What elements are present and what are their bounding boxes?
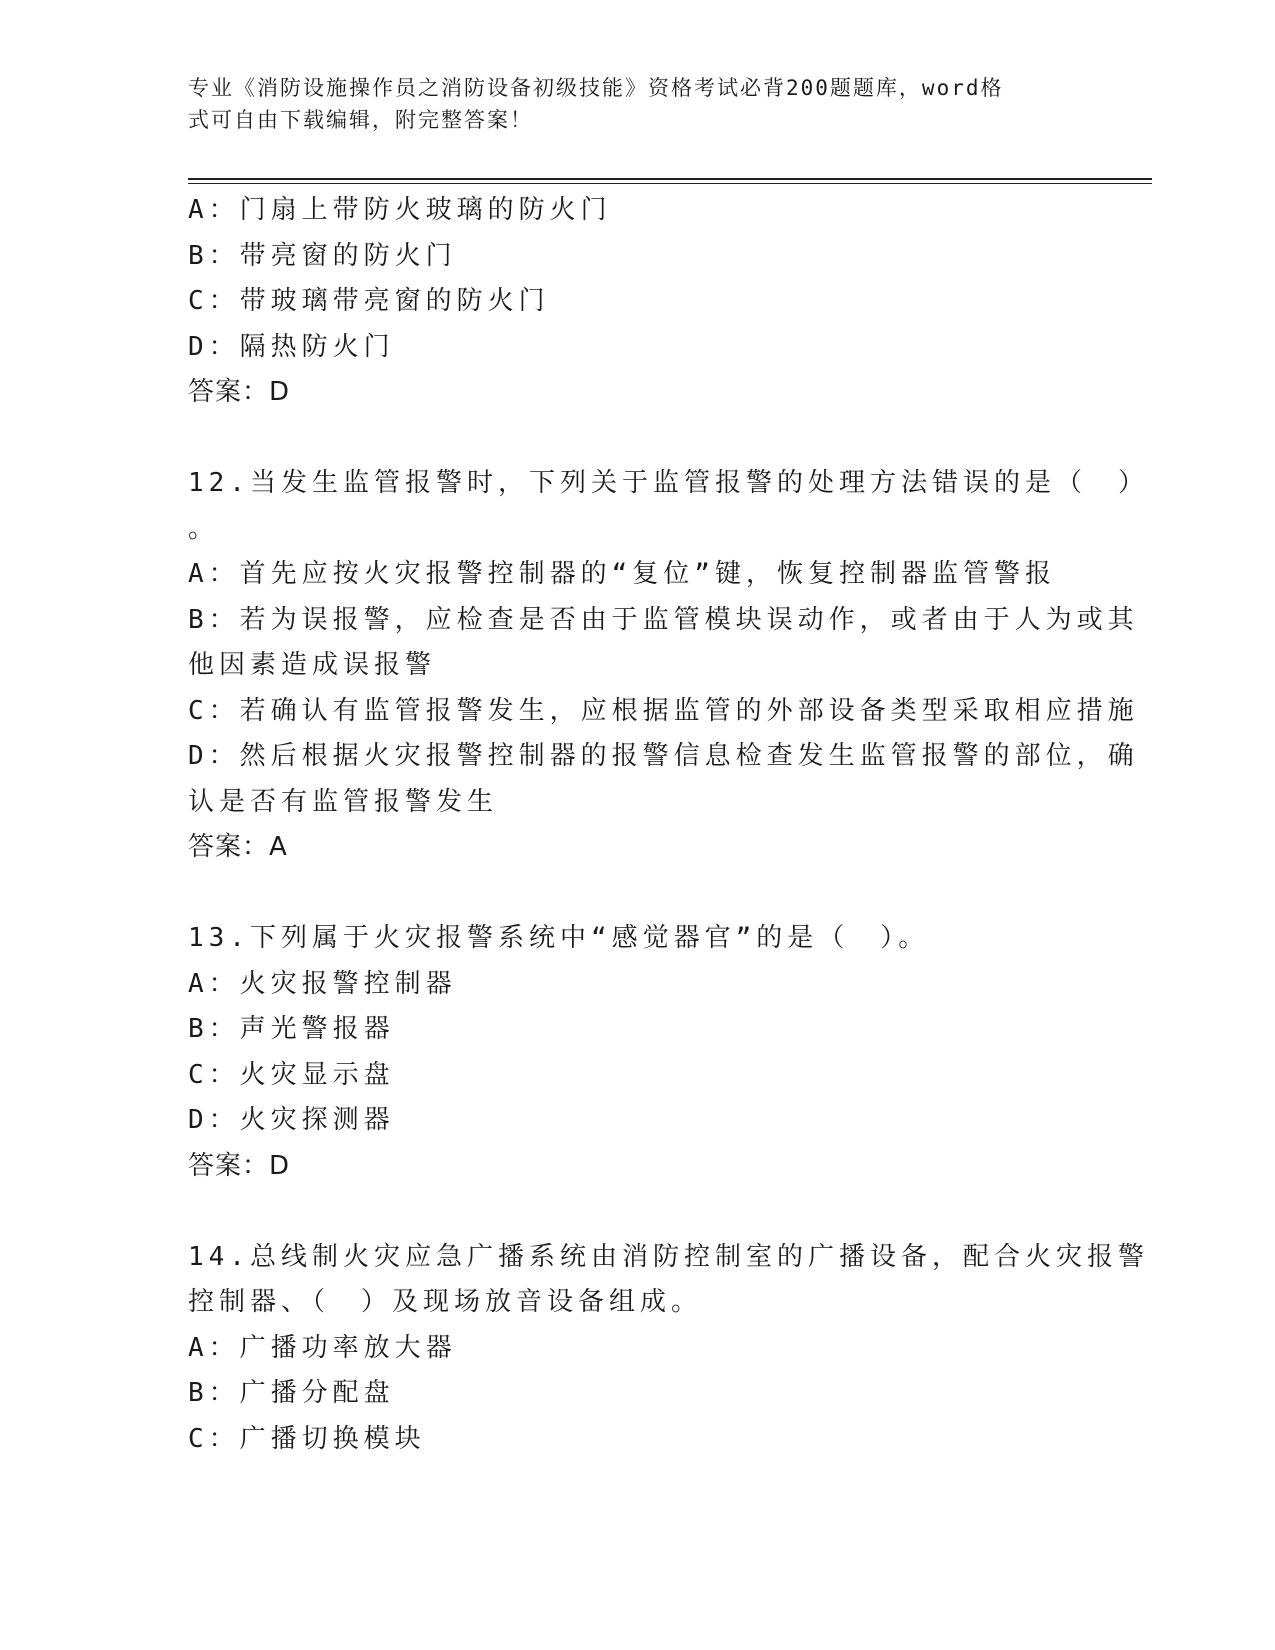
question-11-tail	[188, 188, 1088, 416]
option-a: A：首先应按火灾报警控制器的“复位”键，恢复控制器监管警报	[188, 559, 1056, 589]
answer: 答案：D	[188, 377, 291, 407]
spacer	[188, 416, 1088, 462]
option-b: B：声光警报器	[188, 1014, 395, 1044]
option-a: A：门扇上带防火玻璃的防火门	[188, 195, 612, 225]
question-stem-continued: 控制器、（ ）及现场放音设备组成。	[188, 1287, 703, 1317]
answer: 答案：A	[188, 832, 288, 862]
option-c: C：广播切换模块	[188, 1423, 426, 1454]
option-c: C：带玻璃带亮窗的防火门	[188, 286, 550, 316]
spacer	[188, 1189, 1088, 1235]
option-b: B：广播分配盘	[188, 1378, 395, 1408]
header-line-1: 专业《消防设施操作员之消防设备初级技能》资格考试必背200题题库，word格	[188, 76, 1004, 100]
option-b: B：带亮窗的防火门	[188, 240, 457, 271]
answer: 答案：D	[188, 1150, 291, 1181]
question-13	[188, 916, 1088, 1189]
question-stem: 14.总线制火灾应急广播系统由消防控制室的广播设备，配合火灾报警	[188, 1241, 1149, 1272]
header-rule-thin	[188, 183, 1152, 184]
option-b: B：若为误报警，应检查是否由于监管模块误动作，或者由于人为或其	[188, 604, 1139, 635]
option-a: A：广播功率放大器	[188, 1332, 457, 1363]
question-list	[188, 188, 1149, 1462]
option-d: D：火灾探测器	[188, 1105, 395, 1135]
question-stem: 13.下列属于火灾报警系统中“感觉器官”的是（ ）。	[188, 923, 930, 953]
question-14	[188, 1235, 1149, 1463]
question-12	[188, 461, 1149, 871]
option-d-continued: 认是否有监管报警发生	[188, 786, 499, 817]
header-rule-thick	[188, 178, 1152, 180]
option-c: C：火灾显示盘	[188, 1059, 395, 1090]
question-stem: 12.当发生监管报警时，下列关于监管报警的处理方法错误的是（ ）	[188, 468, 1149, 498]
option-a: A：火灾报警控制器	[188, 968, 457, 999]
header-line-2: 式可自由下载编辑，附完整答案！	[188, 108, 533, 132]
spacer	[188, 871, 1088, 917]
document-header	[188, 72, 1068, 136]
option-d: D：隔热防火门	[188, 331, 395, 362]
option-c: C：若确认有监管报警发生，应根据监管的外部设备类型采取相应措施	[188, 695, 1139, 726]
question-stem-continued: 。	[188, 513, 220, 544]
option-d: D：然后根据火灾报警控制器的报警信息检查发生监管报警的部位，确	[188, 741, 1139, 771]
option-b-continued: 他因素造成误报警	[188, 650, 437, 680]
